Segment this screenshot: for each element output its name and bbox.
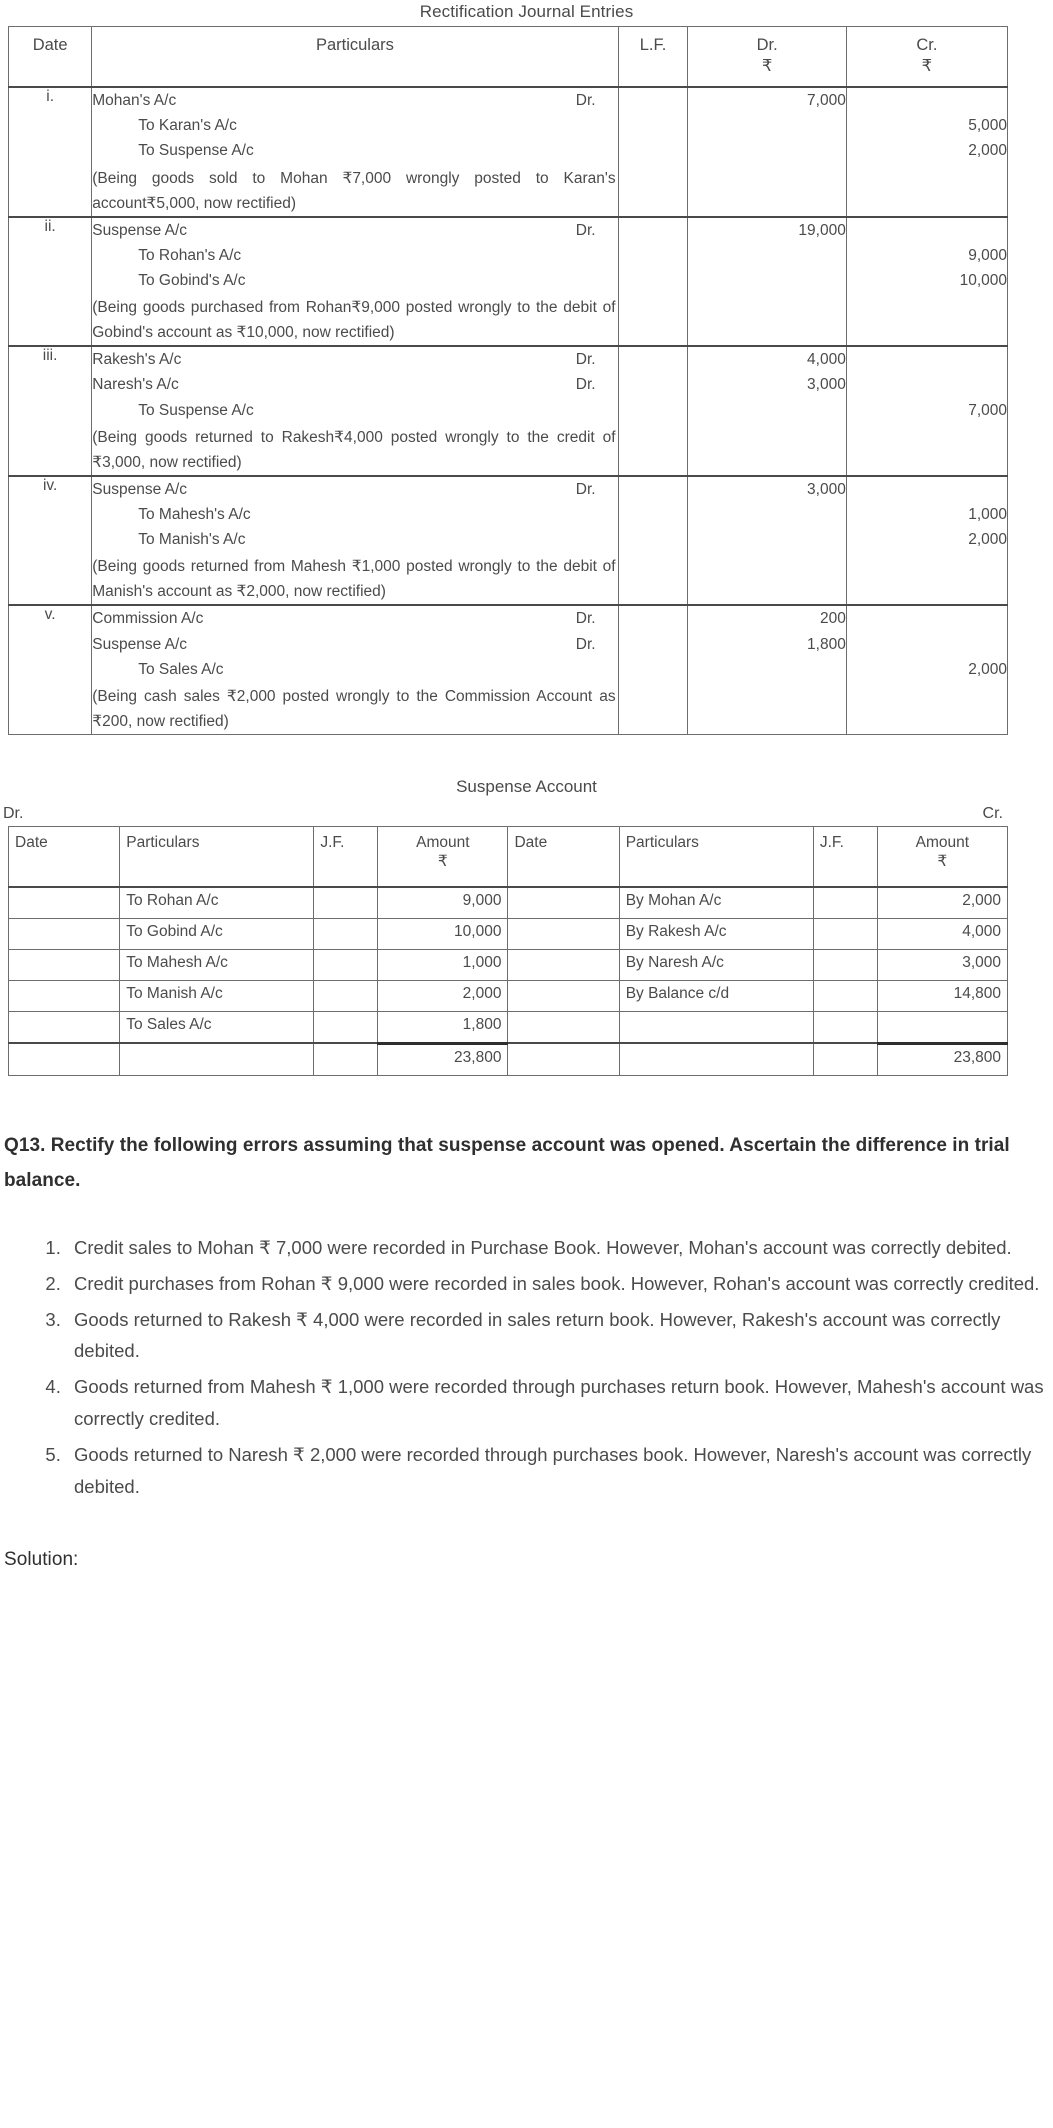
- journal-cr-amount: [847, 88, 1007, 113]
- journal-cr-amount: 1,000: [968, 506, 1007, 523]
- journal-cr-amount: 2,000: [968, 142, 1007, 160]
- ledger-dr-label: Dr.: [3, 804, 24, 822]
- journal-dr-tag: Dr.: [575, 221, 596, 239]
- journal-cr-amount-cell: [846, 605, 1007, 734]
- journal-account-line: [92, 243, 617, 268]
- error-list: [4, 1232, 1049, 1503]
- ledger-row: [9, 918, 1008, 949]
- journal-entry-row: [9, 87, 1008, 217]
- journal-dr-amount-cell: [688, 87, 846, 217]
- ledger-cr-date: [508, 918, 619, 949]
- journal-entry-row: [9, 217, 1008, 347]
- ledger-amount-label-dr: Amount: [416, 833, 470, 851]
- ledger-dr-date: [9, 918, 120, 949]
- journal-entry-row: [9, 346, 1008, 476]
- journal-narration: (Being goods sold to Mohan ₹7,000 wrongly posted to Karan's account₹5,000, now rectified): [92, 169, 616, 212]
- journal-account-line: [92, 138, 617, 163]
- ledger-row: [9, 949, 1008, 980]
- journal-col-particulars: Particulars: [92, 27, 618, 88]
- error-item: 4. Goods returned from Mahesh ₹ 1,000 were recorded through purchases return book. However, Mahesh's account was correctly credited.: [66, 1371, 1049, 1435]
- journal-col-cr: [846, 27, 1007, 88]
- journal-body: [9, 87, 1008, 734]
- journal-title: Rectification Journal Entries: [419, 2, 634, 21]
- journal-cr-amount: [847, 218, 1007, 243]
- error-item: 5. Goods returned to Naresh ₹ 2,000 were recorded through purchases book. However, Naresh's account was correctly debited.: [66, 1439, 1049, 1503]
- ledger-cr-date: [508, 980, 619, 1011]
- journal-narration: (Being cash sales ₹2,000 posted wrongly to the Commission Account as ₹200, now rectified): [92, 687, 616, 730]
- journal-dr-amount-cell: [688, 217, 846, 347]
- journal-dr-amount: [688, 138, 845, 163]
- journal-lf-cell: [618, 87, 688, 217]
- question-heading: Q13. Rectify the following errors assuming that suspense account was opened. Ascertain the difference in trial balance.: [4, 1134, 1010, 1191]
- journal-account-line: [92, 268, 617, 293]
- ledger-dr-date: [9, 887, 120, 919]
- journal-narration: (Being goods purchased from Rohan₹9,000 posted wrongly to the debit of Gobind's account as ₹10,000, now rectified): [92, 299, 616, 342]
- journal-col-date: Date: [9, 27, 92, 88]
- journal-col-dr-currency: ₹: [761, 55, 773, 75]
- ledger-cr-amount: 23,800: [877, 1043, 1007, 1075]
- journal-account-name: Commission A/c: [92, 610, 204, 628]
- journal-dr-amount-cell: [688, 346, 846, 476]
- journal-entry-number: i.: [9, 87, 92, 217]
- journal-dr-amount: [688, 398, 845, 423]
- ledger-dr-amount: 1,800: [378, 1011, 508, 1043]
- journal-dr-tag: Dr.: [575, 376, 596, 394]
- journal-header: [9, 27, 1008, 88]
- ledger-dr-date: [9, 1011, 120, 1043]
- journal-entry-particulars: [92, 605, 618, 734]
- journal-dr-amount: 1,800: [807, 635, 846, 653]
- journal-narration: (Being goods returned from Mahesh ₹1,000 posted wrongly to the debit of Manish's account as ₹2,000, now rectified): [92, 558, 616, 601]
- ledger-cr-date: [508, 949, 619, 980]
- journal-cr-amount: 5,000: [968, 117, 1007, 135]
- journal-dr-amount: 19,000: [798, 221, 846, 239]
- ledger-dr-amount: 2,000: [378, 980, 508, 1011]
- ledger-row: [9, 1011, 1008, 1043]
- ledger-cr-particulars: [619, 1043, 813, 1075]
- ledger-cr-particulars: By Naresh A/c: [619, 949, 813, 980]
- journal-narration: (Being goods returned to Rakesh₹4,000 posted wrongly to the credit of ₹3,000, now rectified): [92, 428, 616, 471]
- ledger-col-particulars-cr: Particulars: [619, 826, 813, 886]
- ledger-dr-particulars: To Manish A/c: [120, 980, 314, 1011]
- ledger-dr-amount: 9,000: [378, 887, 508, 919]
- ledger-dr-particulars: To Rohan A/c: [120, 887, 314, 919]
- journal-account-line: [92, 502, 617, 527]
- journal-entry-row: [9, 605, 1008, 734]
- ledger-cr-date: [508, 1011, 619, 1043]
- ledger-dr-date: [9, 949, 120, 980]
- journal-cr-amount-cell: [846, 217, 1007, 347]
- journal-cr-amount-cell: [846, 346, 1007, 476]
- ledger-col-date-cr: Date: [508, 826, 619, 886]
- ledger-col-amount-cr: [877, 826, 1007, 886]
- ledger-dr-jf: [314, 887, 378, 919]
- journal-account-name: Suspense A/c: [92, 635, 188, 653]
- journal-entry-particulars: [92, 217, 618, 347]
- journal-col-cr-currency: ₹: [921, 55, 933, 75]
- journal-account-line: [92, 657, 617, 682]
- journal-lf-cell: [618, 476, 688, 606]
- journal-cr-amount: [847, 477, 1007, 502]
- journal-dr-amount: [688, 268, 845, 293]
- ledger-amount-currency-cr: ₹: [937, 852, 948, 871]
- journal-col-dr-label: Dr.: [756, 36, 778, 54]
- journal-account-line: [92, 113, 617, 138]
- journal-col-lf: L.F.: [618, 27, 688, 88]
- journal-entry-particulars: [92, 87, 618, 217]
- journal-dr-amount: [688, 527, 845, 552]
- ledger-dr-jf: [314, 949, 378, 980]
- journal-account-line: [92, 218, 617, 243]
- ledger-cr-amount: 4,000: [877, 918, 1007, 949]
- journal-dr-tag: Dr.: [575, 635, 596, 653]
- journal-dr-amount: 3,000: [807, 480, 846, 498]
- journal-cr-amount: [847, 347, 1007, 372]
- ledger-cr-jf: [813, 887, 877, 919]
- journal-account-name: To Rohan's A/c: [138, 246, 242, 264]
- ledger-amount-currency-dr: ₹: [437, 852, 448, 871]
- ledger-drcr-labels: [3, 805, 1003, 823]
- journal-cr-amount: 7,000: [968, 401, 1007, 419]
- ledger-dr-amount: 10,000: [378, 918, 508, 949]
- ledger-cr-amount: [877, 1011, 1007, 1043]
- journal-account-name: To Sales A/c: [138, 660, 224, 678]
- journal-dr-amount: [688, 113, 845, 138]
- ledger-dr-particulars: [120, 1043, 314, 1075]
- ledger-dr-jf: [314, 980, 378, 1011]
- journal-dr-amount: 4,000: [807, 351, 846, 369]
- journal-dr-tag: Dr.: [575, 92, 596, 110]
- question-block: [4, 1128, 1049, 1571]
- journal-cr-amount: 2,000: [968, 660, 1007, 678]
- ledger-title: Suspense Account: [456, 776, 597, 796]
- ledger-cr-particulars: By Mohan A/c: [619, 887, 813, 919]
- journal-account-name: To Suspense A/c: [138, 142, 254, 160]
- journal-col-cr-label: Cr.: [916, 36, 938, 54]
- ledger-total-row: [9, 1043, 1008, 1075]
- journal-account-name: To Manish's A/c: [138, 531, 246, 549]
- ledger-col-date-dr: Date: [9, 826, 120, 886]
- journal-cr-amount: [847, 606, 1007, 631]
- journal-account-name: Suspense A/c: [92, 480, 188, 498]
- journal-col-dr: [688, 27, 846, 88]
- journal-dr-tag: Dr.: [575, 610, 596, 628]
- journal-account-line: [92, 88, 617, 113]
- ledger-dr-particulars: To Gobind A/c: [120, 918, 314, 949]
- journal-entry-particulars: [92, 476, 618, 606]
- ledger-header: [9, 826, 1008, 886]
- journal-dr-amount: [688, 502, 845, 527]
- journal-dr-tag: Dr.: [575, 480, 596, 498]
- ledger-amount-label-cr: Amount: [915, 833, 970, 851]
- journal-account-line: [92, 347, 617, 372]
- ledger-cr-jf: [813, 1043, 877, 1075]
- journal-entry-particulars: [92, 346, 618, 476]
- journal-dr-tag: Dr.: [575, 351, 596, 369]
- journal-entry-number: iv.: [9, 476, 92, 606]
- ledger-col-jf-dr: J.F.: [314, 826, 378, 886]
- journal-account-name: To Karan's A/c: [138, 117, 237, 135]
- journal-account-name: Mohan's A/c: [92, 92, 177, 110]
- ledger-dr-date: [9, 980, 120, 1011]
- rectification-journal-table: [8, 26, 1008, 735]
- journal-account-line: [92, 527, 617, 552]
- ledger-cr-amount: 2,000: [877, 887, 1007, 919]
- journal-dr-amount: [688, 243, 845, 268]
- ledger-cr-label: Cr.: [982, 804, 1003, 822]
- journal-cr-amount: [847, 372, 1007, 397]
- journal-account-name: To Suspense A/c: [138, 401, 254, 419]
- suspense-account-section: [0, 777, 1053, 1076]
- journal-account-name: Rakesh's A/c: [92, 351, 182, 369]
- journal-entry-row: [9, 476, 1008, 606]
- ledger-cr-particulars: By Balance c/d: [619, 980, 813, 1011]
- ledger-dr-jf: [314, 1011, 378, 1043]
- journal-entry-number: iii.: [9, 346, 92, 476]
- ledger-col-particulars-dr: Particulars: [120, 826, 314, 886]
- ledger-cr-amount: 3,000: [877, 949, 1007, 980]
- journal-dr-amount: 200: [819, 610, 846, 628]
- journal-cr-amount-cell: [846, 476, 1007, 606]
- journal-account-line: [92, 372, 617, 397]
- ledger-cr-jf: [813, 949, 877, 980]
- journal-account-name: Suspense A/c: [92, 221, 188, 239]
- journal-lf-cell: [618, 217, 688, 347]
- error-item: 3. Goods returned to Rakesh ₹ 4,000 were recorded in sales return book. However, Rakesh's account was correctly debited.: [66, 1304, 1049, 1368]
- ledger-col-jf-cr: J.F.: [813, 826, 877, 886]
- journal-account-name: To Mahesh's A/c: [138, 506, 251, 523]
- solution-label: Solution:: [4, 1548, 79, 1570]
- ledger-dr-particulars: To Mahesh A/c: [120, 949, 314, 980]
- ledger-cr-date: [508, 887, 619, 919]
- journal-dr-amount-cell: [688, 605, 846, 734]
- suspense-account-table: [8, 826, 1008, 1076]
- journal-account-name: To Gobind's A/c: [138, 272, 246, 290]
- journal-dr-amount: 3,000: [807, 376, 846, 394]
- journal-lf-cell: [618, 346, 688, 476]
- journal-account-name: Naresh's A/c: [92, 376, 179, 394]
- ledger-body: [9, 887, 1008, 1076]
- journal-lf-cell: [618, 605, 688, 734]
- ledger-dr-particulars: To Sales A/c: [120, 1011, 314, 1043]
- ledger-dr-amount: 1,000: [378, 949, 508, 980]
- ledger-row: [9, 887, 1008, 919]
- ledger-cr-amount: 14,800: [877, 980, 1007, 1011]
- ledger-cr-jf: [813, 918, 877, 949]
- journal-cr-amount: 9,000: [968, 246, 1007, 264]
- ledger-dr-jf: [314, 918, 378, 949]
- journal-cr-amount: 10,000: [959, 272, 1007, 290]
- ledger-cr-jf: [813, 1011, 877, 1043]
- ledger-cr-particulars: By Rakesh A/c: [619, 918, 813, 949]
- journal-entry-number: ii.: [9, 217, 92, 347]
- journal-dr-amount: 7,000: [807, 92, 846, 110]
- ledger-col-amount-dr: [378, 826, 508, 886]
- journal-account-line: [92, 477, 617, 502]
- journal-dr-amount: [688, 657, 845, 682]
- ledger-cr-particulars: [619, 1011, 813, 1043]
- ledger-dr-jf: [314, 1043, 378, 1075]
- error-item: 2. Credit purchases from Rohan ₹ 9,000 were recorded in sales book. However, Rohan's account was correctly credited.: [66, 1268, 1049, 1300]
- journal-account-line: [92, 632, 617, 657]
- ledger-row: [9, 980, 1008, 1011]
- journal-account-line: [92, 606, 617, 631]
- journal-cr-amount: [847, 632, 1007, 657]
- ledger-dr-amount: 23,800: [378, 1043, 508, 1075]
- journal-account-line: [92, 398, 617, 423]
- ledger-dr-date: [9, 1043, 120, 1075]
- ledger-cr-date: [508, 1043, 619, 1075]
- journal-entry-number: v.: [9, 605, 92, 734]
- error-item: 1. Credit sales to Mohan ₹ 7,000 were recorded in Purchase Book. However, Mohan's account was correctly debited.: [66, 1232, 1049, 1264]
- journal-dr-amount-cell: [688, 476, 846, 606]
- journal-cr-amount-cell: [846, 87, 1007, 217]
- ledger-cr-jf: [813, 980, 877, 1011]
- journal-cr-amount: 2,000: [968, 531, 1007, 549]
